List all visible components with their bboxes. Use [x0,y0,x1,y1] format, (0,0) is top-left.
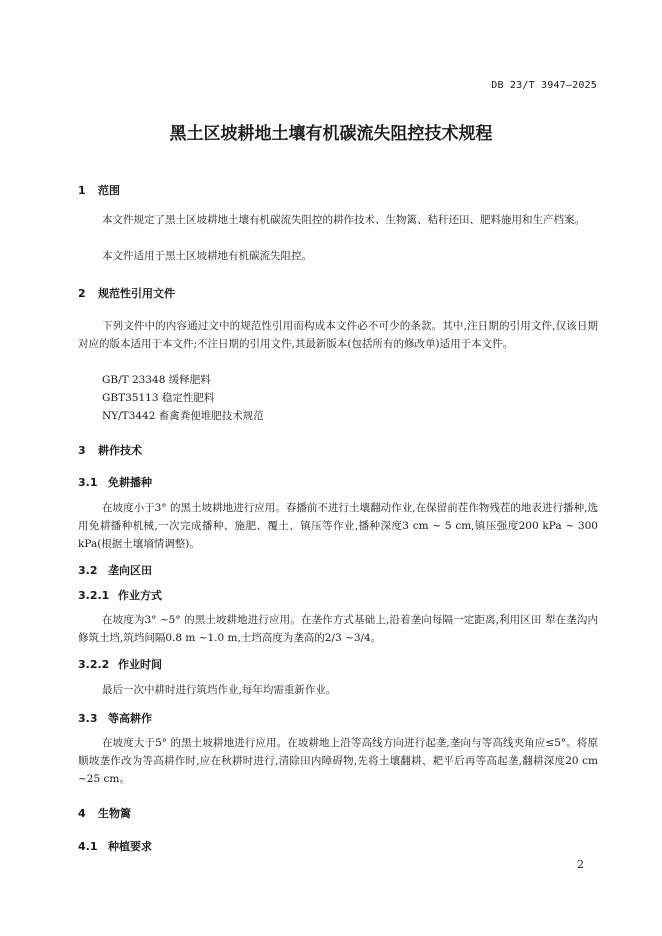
paragraph: 本文件适用于黑土区坡耕地有机碳流失阻控。 [102,250,312,262]
section-number: 3.2 [78,564,98,577]
section-title: 垄向区田 [108,564,152,577]
section-number: 3.1 [78,476,98,489]
document-code: DB 23/T 3947—2025 [491,80,597,91]
section-number: 4 [78,807,86,820]
section-number: 4.1 [78,840,98,853]
subsection-heading-planting-requirements [78,838,152,854]
section-number: 3.3 [78,712,98,725]
section-number: 3.2.1 [78,589,110,602]
paragraph: 在坡度小于3° 的黑土坡耕地进行应用。春播前不进行土壤翻动作业,在保留前茬作物残茬的地表进行播种,选用免耕播种机械,一次完成播种、施肥、覆土、镇压等作业,播种深度3 cm ~ 5 cm,镇压强度200 kPa ~ 300 kPa(根据土壤墒情调整)。 [78,502,598,550]
paragraph: 本文件规定了黑土区坡耕地土壤有机碳流失阻控的耕作技术、生物篱、秸秆还田、肥料施用和生产档案。 [102,214,585,226]
section-title: 规范性引用文件 [98,287,175,300]
subsubsection-heading-operation-time [78,656,162,672]
subsection-heading-no-till [78,474,152,490]
reference-item: NY/T3442 畜禽粪便堆肥技术规范 [102,410,264,422]
section-number: 1 [78,184,86,197]
section-title: 耕作技术 [98,444,142,457]
page-number: 2 [577,858,584,871]
section-title: 范围 [98,184,120,197]
section-title: 免耕播种 [108,476,152,489]
reference-item: GBT35113 稳定性肥料 [102,392,215,404]
section-title: 等高耕作 [108,712,152,725]
paragraph: 最后一次中耕时进行筑垱作业,每年均需重新作业。 [102,684,337,696]
section-title: 种植要求 [108,840,152,853]
section-title: 作业方式 [118,589,162,602]
paragraph: 在坡度为3° ~5° 的黑土坡耕地进行应用。在垄作方式基础上,沿着垄向每隔一定距离,利用区田 犁在垄沟内修筑土垱,筑垱间隔0.8 m ~1.0 m,土垱高度为垄高的2/3 ~3/4。 [78,614,598,644]
section-title: 作业时间 [118,658,162,671]
section-number: 2 [78,287,86,300]
section-heading-scope [78,182,120,198]
section-title: 生物篱 [98,807,131,820]
paragraph: 在坡度大于5° 的黑土坡耕地进行应用。在坡耕地上沿等高线方向进行起垄,垄向与等高线夹角应≤5°。将原顺坡垄作改为等高耕作时,应在秋耕时进行,清除田内障碍物,先将土壤翻耕、耙平后再等高起垄,翻耕深度20 cm ~25 cm。 [78,737,598,785]
subsubsection-heading-operation-method [78,587,162,603]
section-heading-biological-hedge [78,805,131,821]
reference-item: GB/T 23348 缓释肥料 [102,374,211,386]
section-number: 3.2.2 [78,658,110,671]
paragraph: 下列文件中的内容通过文中的规范性引用而构成本文件必不可少的条款。其中,注日期的引用文件,仅该日期对应的版本适用于本文件;不注日期的引用文件,其最新版本(包括所有的修改单)适用于本文件。 [78,320,598,350]
document-title: 黑土区坡耕地土壤有机碳流失阻控技术规程 [169,124,493,144]
section-heading-tillage [78,442,142,458]
section-number: 3 [78,444,86,457]
section-heading-normative-references [78,285,175,301]
subsection-heading-contour-tillage [78,710,152,726]
subsection-heading-ridge-field [78,562,152,578]
